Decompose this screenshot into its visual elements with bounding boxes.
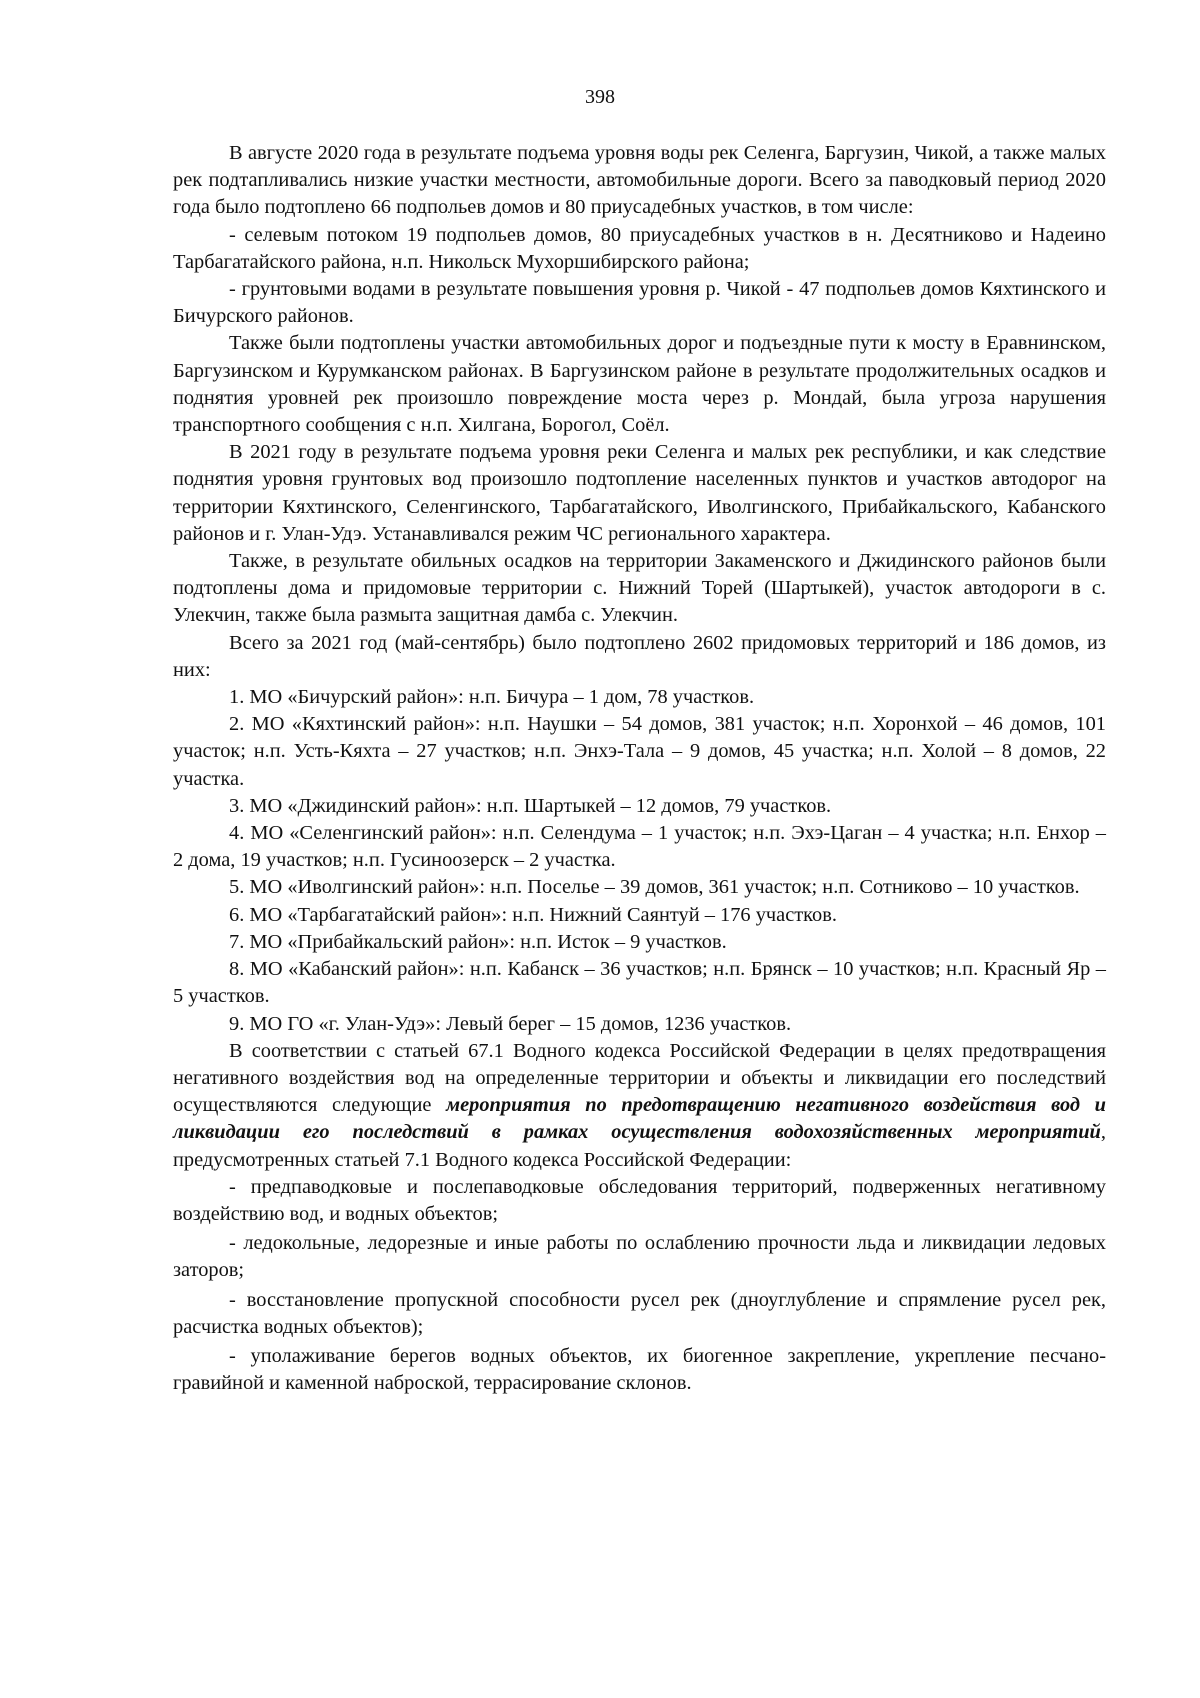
list-item: 2. МО «Кяхтинский район»: н.п. Наушки – 54 домов, 381 участок; н.п. Хоронхой – 46 домов, 101 участок; н.п. Усть-Кяхта – 27 участков; н.п. Энхэ-Тала – 9 домов, 45 участка; н.п. Холой – 8 домов, 22 участка. — [173, 713, 1106, 790]
measure-item: - восстановление пропускной способности русел рек (дноуглубление и спрямление русел рек, расчистка водных объектов); — [173, 1288, 1106, 1338]
paragraph: Всего за 2021 год (май-сентябрь) было подтоплено 2602 придомовых территорий и 186 домов, из них: — [173, 631, 1106, 681]
article-text-after: , предусмотренных статьей 7.1 Водного кодекса Российской Федерации: — [173, 1121, 1106, 1171]
paragraph: В августе 2020 года в результате подъема уровня воды рек Селенга, Баргузин, Чикой, а также малых рек подтапливались низкие участки местности, автомобильные дороги. Всего за паводковый период 2020 года было подтоплено 66 подпольев домов и 80 приусадебных участков, в том числе: — [173, 142, 1106, 219]
page-number: 398 — [585, 86, 615, 108]
list-item: 9. МО ГО «г. Улан-Удэ»: Левый берег – 15 домов, 1236 участков. — [229, 1012, 792, 1035]
paragraph: - грунтовыми водами в результате повышения уровня р. Чикой - 47 подпольев домов Кяхтинского и Бичурского районов. — [173, 278, 1106, 328]
article-paragraph — [173, 1038, 1106, 1174]
paragraph: - селевым потоком 19 подпольев домов, 80 приусадебных участков в н. Десятниково и Надеино Тарбагатайского района, н.п. Никольск Мухоршибирского района; — [173, 223, 1106, 273]
measure-item: - уполаживание берегов водных объектов, их биогенное закрепление, укрепление песчано-гравийной и каменной наброской, террасирование склонов. — [173, 1344, 1106, 1395]
list-item: 4. МО «Селенгинский район»: н.п. Селендума – 1 участок; н.п. Эхэ-Цаган – 4 участка; н.п. Енхор – 2 дома, 19 участков; н.п. Гусиноозерск – 2 участка. — [173, 822, 1106, 872]
list-item: 1. МО «Бичурский район»: н.п. Бичура – 1 дом, 78 участков. — [229, 686, 755, 709]
paragraph: Также, в результате обильных осадков на территории Закаменского и Джидинского районов были подтоплены дома и придомовые территории с. Нижний Торей (Шартыкей), участок автодороги в с. Улекчин, также была размыта защитная дамба с. Улекчин. — [173, 550, 1106, 627]
measure-item: - ледокольные, ледорезные и иные работы по ослаблению прочности льда и ликвидации ледовых заторов; — [173, 1232, 1106, 1282]
list-item: 8. МО «Кабанский район»: н.п. Кабанск – 36 участков; н.п. Брянск – 10 участков; н.п. Красный Яр – 5 участков. — [173, 958, 1106, 1008]
document-body — [173, 140, 1106, 1399]
article-text-before: В соответствии с статьей 67.1 Водного кодекса Российской Федерации в целях предотвращения негативного воздействия вод на определенные территории и объекты и ликвидации его последствий осуществляются следующие — [173, 1039, 1106, 1117]
list-item: 7. МО «Прибайкальский район»: н.п. Исток – 9 участков. — [229, 930, 727, 953]
list-item: 5. МО «Иволгинский район»: н.п. Поселье – 39 домов, 361 участок; н.п. Сотниково – 10 участков. — [229, 876, 1080, 899]
article-emphasis: мероприятия по предотвращению негативного воздействия вод и ликвидации его последствий в рамках осуществления водохозяйственных мероприятий — [173, 1094, 1106, 1144]
list-item: 3. МО «Джидинский район»: н.п. Шартыкей – 12 домов, 79 участков. — [229, 794, 832, 817]
measure-item: - предпаводковые и послепаводковые обследования территорий, подверженных негативному воздействию вод, и водных объектов; — [173, 1175, 1106, 1225]
paragraph: В 2021 году в результате подъема уровня реки Селенга и малых рек республики, и как следствие поднятия уровня грунтовых вод произошло подтопление населенных пунктов и участков автодорог на территории Кяхтинского, Селенгинского, Тарбагатайского, Иволгинского, Прибайкальского, Кабанского районов и г. Улан-Удэ. Устанавливался режим ЧС регионального характера. — [173, 441, 1106, 545]
list-item: 6. МО «Тарбагатайский район»: н.п. Нижний Саянтуй – 176 участков. — [229, 903, 837, 926]
paragraph: Также были подтоплены участки автомобильных дорог и подъездные пути к мосту в Еравнинском, Баргузинском и Курумканском районах. В Баргузинском районе в результате продолжительных осадков и поднятия уровней рек произошло повреждение моста через р. Мондай, была угроза нарушения транспортного сообщения с н.п. Хилгана, Борогол, Соёл. — [173, 332, 1106, 437]
